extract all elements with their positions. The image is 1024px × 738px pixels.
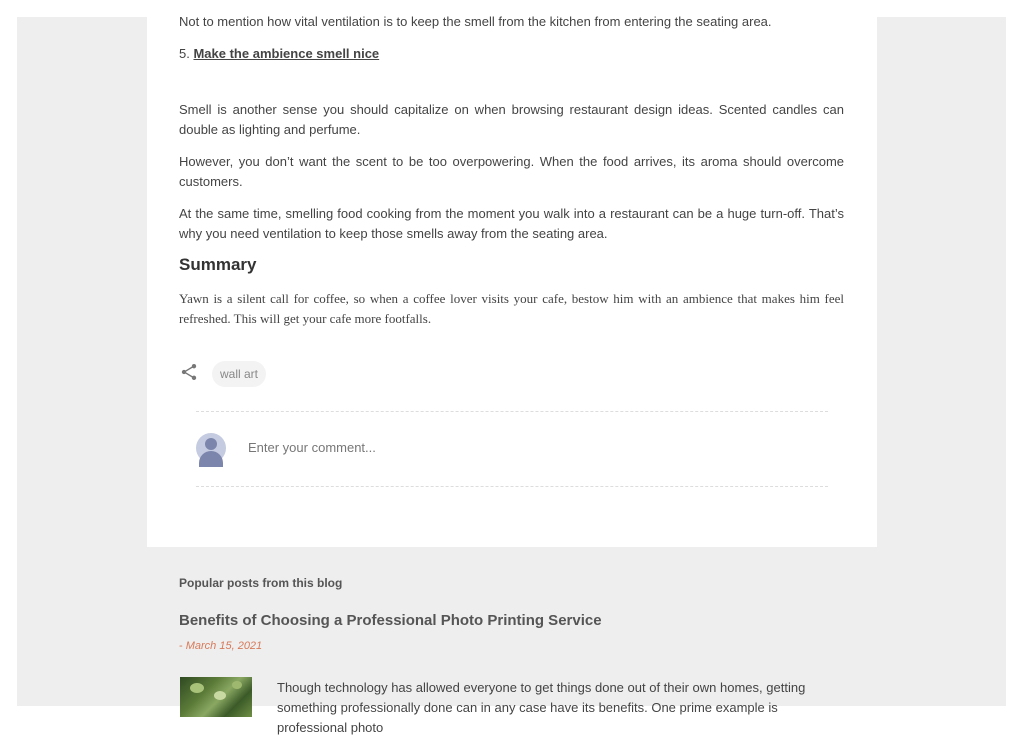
post-card: [147, 14, 877, 547]
popular-post-date: [179, 640, 262, 652]
post-paragraph: At the same time, smelling food cooking from the moment you walk into a restaurant can be a huge turn-off. That’s why you need ventilation to keep those smells away from the seating area.: [179, 206, 844, 241]
post-paragraph: Smell is another sense you should capitalize on when browsing restaurant design ideas. Scented candles can double as lighting and perfume.: [179, 102, 844, 137]
summary-paragraph: Yawn is a silent call for coffee, so when a coffee lover visits your cafe, bestow him with an ambience that makes him feel refreshed. This will get your cafe more footfalls.: [179, 291, 844, 326]
summary-heading: Summary: [179, 255, 257, 274]
user-avatar-icon: [196, 433, 226, 463]
list-item-heading: [179, 44, 844, 64]
post-snippet: Though technology has allowed everyone to get things done out of their own homes, getting something professionally done can in any case have its benefits. One prime example is professional photo: [277, 680, 806, 735]
share-icon[interactable]: [179, 362, 199, 382]
label-chip-wall-art[interactable]: wall art: [212, 361, 266, 387]
post-thumbnail-image[interactable]: [180, 677, 252, 717]
date-link[interactable]: March 15, 2021: [185, 640, 263, 652]
post-paragraph: However, you don’t want the scent to be too overpowering. When the food arrives, its aroma should overcome customers.: [179, 154, 844, 189]
popular-post-title-link[interactable]: Benefits of Choosing a Professional Photo Printing Service: [179, 612, 602, 629]
comment-box: [196, 411, 828, 487]
date-prefix: -: [179, 640, 183, 652]
page-background: [17, 14, 1006, 735]
popular-posts-title: Popular posts from this blog: [179, 576, 343, 590]
list-item-number: 5.: [179, 46, 190, 61]
post-paragraph: Not to mention how vital ventilation is to keep the smell from the kitchen from entering the seating area.: [179, 14, 772, 29]
comment-input[interactable]: [248, 436, 808, 458]
ambience-smell-link[interactable]: Make the ambience smell nice: [193, 46, 380, 61]
